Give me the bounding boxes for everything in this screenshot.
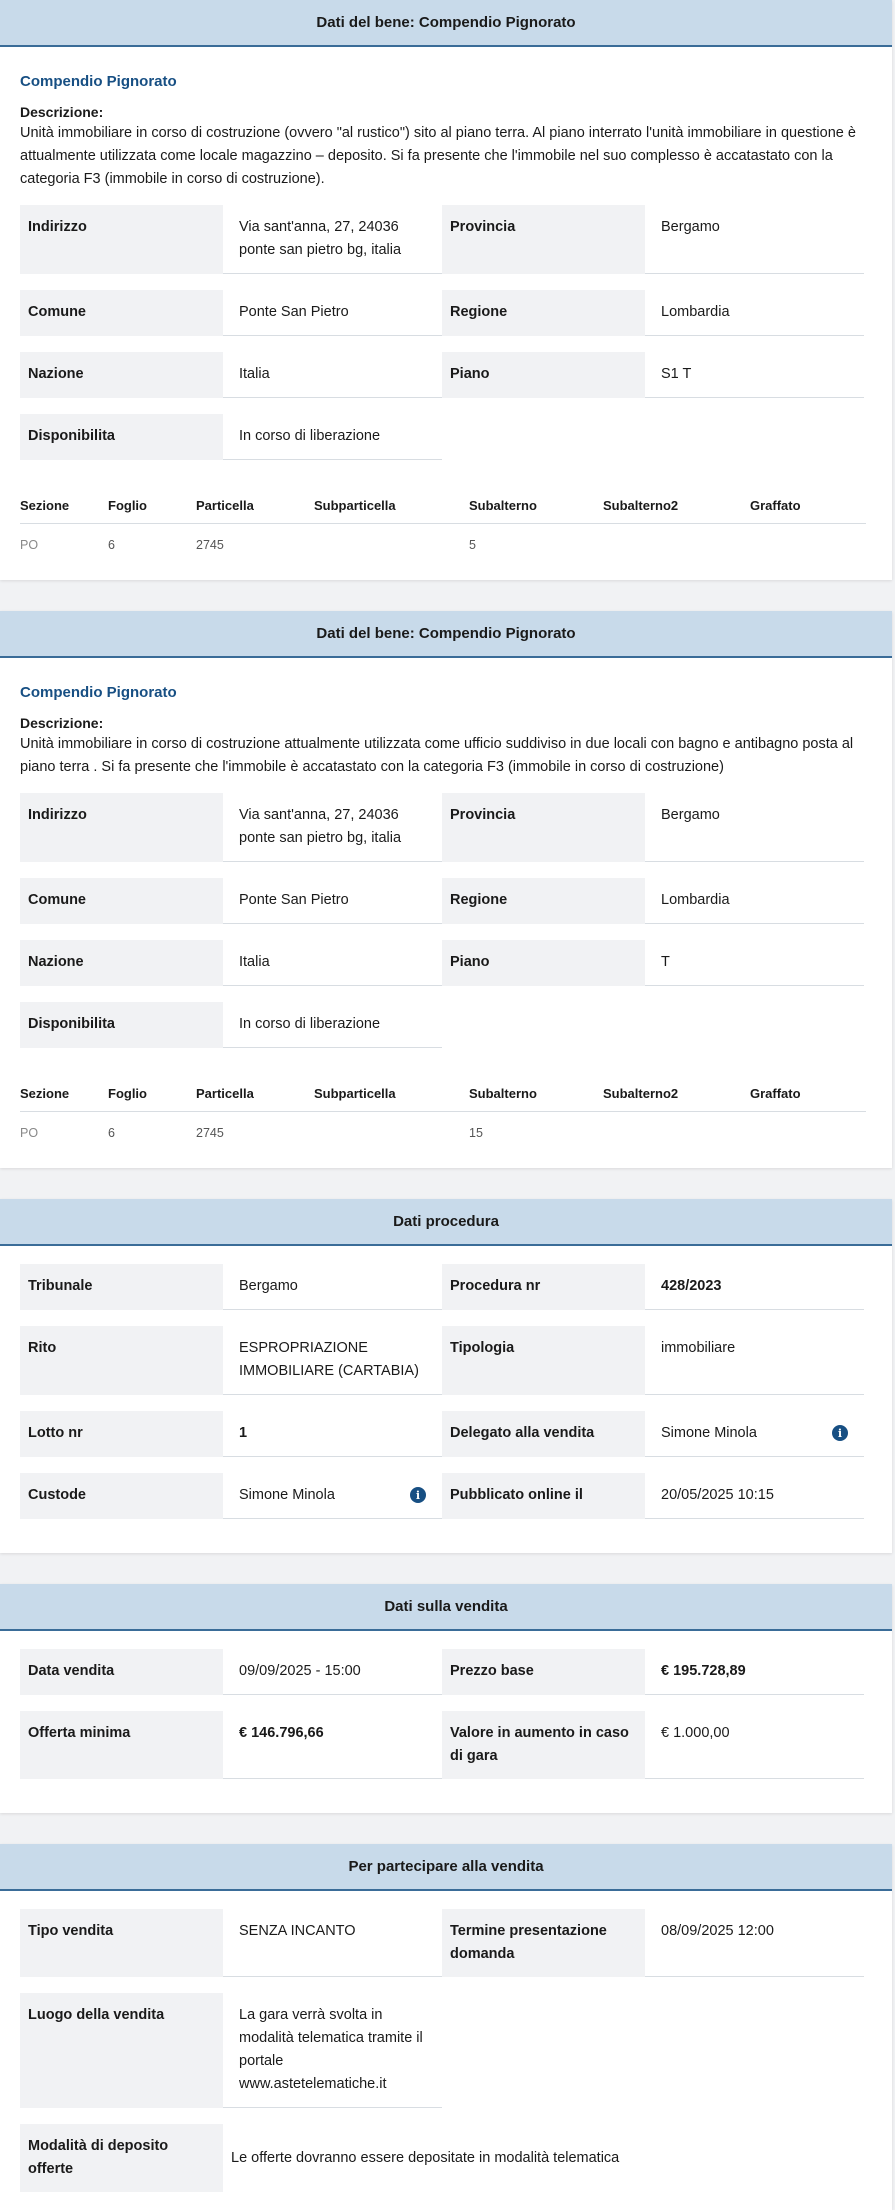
col-subalterno2: Subalterno2 xyxy=(603,1076,750,1112)
info-icon[interactable]: i xyxy=(410,1487,426,1503)
cell-sezione: PO xyxy=(20,1126,39,1140)
cell-particella: 2745 xyxy=(196,1126,224,1140)
procedura-nr-label: Procedura nr xyxy=(442,1264,645,1310)
bene-title: Compendio Pignorato xyxy=(20,684,177,701)
catasto-header-row xyxy=(20,1076,866,1112)
deposito-row xyxy=(20,2124,866,2192)
indirizzo-value: Via sant'anna, 27, 24036 ponte san pietro bg, italia xyxy=(223,205,442,274)
col-particella: Particella xyxy=(196,1076,314,1112)
cell-foglio: 6 xyxy=(108,1126,115,1140)
lotto-label: Lotto nr xyxy=(20,1411,223,1457)
partecipare-card xyxy=(0,1844,892,2210)
cell-subalterno2 xyxy=(603,524,750,563)
table-row xyxy=(20,1112,866,1151)
delegato-label: Delegato alla vendita xyxy=(442,1411,645,1457)
offerta-minima-value: € 146.796,66 xyxy=(223,1711,442,1779)
cell-foglio: 6 xyxy=(108,538,115,552)
cell-particella: 2745 xyxy=(196,538,224,552)
comune-value: Ponte San Pietro xyxy=(223,878,442,924)
cell-graffato xyxy=(750,1112,866,1151)
procedura-card xyxy=(0,1199,892,1553)
piano-value: S1 T xyxy=(645,352,864,398)
disponibilita-value: In corso di liberazione xyxy=(223,1002,442,1048)
disponibilita-label: Disponibilita xyxy=(20,1002,223,1048)
col-subalterno2: Subalterno2 xyxy=(603,488,750,524)
description-label: Descrizione: xyxy=(20,104,104,120)
catasto-header-row xyxy=(20,488,866,524)
catasto-table xyxy=(20,488,866,562)
tribunale-label: Tribunale xyxy=(20,1264,223,1310)
regione-label: Regione xyxy=(442,290,645,336)
pubblicato-value: 20/05/2025 10:15 xyxy=(645,1473,864,1519)
rito-label: Rito xyxy=(20,1326,223,1395)
nazione-value: Italia xyxy=(223,352,442,398)
delegato-value: Simone Minola xyxy=(661,1425,757,1441)
procedura-nr-value: 428/2023 xyxy=(645,1264,864,1310)
comune-label: Comune xyxy=(20,878,223,924)
termine-label: Termine presentazione domanda xyxy=(442,1909,645,1977)
indirizzo-value: Via sant'anna, 27, 24036 ponte san pietro bg, italia xyxy=(223,793,442,862)
tribunale-value: Bergamo xyxy=(223,1264,442,1310)
lotto-value: 1 xyxy=(223,1411,442,1457)
cell-graffato xyxy=(750,524,866,563)
regione-label: Regione xyxy=(442,878,645,924)
data-vendita-label: Data vendita xyxy=(20,1649,223,1695)
cell-subalterno: 15 xyxy=(469,1126,483,1140)
vendita-card xyxy=(0,1584,892,1813)
bene-details-grid xyxy=(20,205,866,476)
pubblicato-label: Pubblicato online il xyxy=(442,1473,645,1519)
provincia-label: Provincia xyxy=(442,793,645,862)
deposito-value: Le offerte dovranno essere depositate in modalità telematica xyxy=(223,2124,866,2192)
offerta-minima-label: Offerta minima xyxy=(20,1711,223,1779)
luogo-value: La gara verrà svolta in modalità telematica tramite il portale www.astetelematiche.it xyxy=(223,1993,442,2108)
procedura-grid xyxy=(20,1264,866,1535)
col-subalterno: Subalterno xyxy=(469,1076,603,1112)
col-particella: Particella xyxy=(196,488,314,524)
bene-card-1 xyxy=(0,0,892,580)
vendita-grid xyxy=(20,1649,866,1795)
provincia-value: Bergamo xyxy=(645,793,864,862)
cell-subalterno: 5 xyxy=(469,538,476,552)
luogo-label: Luogo della vendita xyxy=(20,1993,223,2108)
valore-aumento-label: Valore in aumento in caso di gara xyxy=(442,1711,645,1779)
prezzo-base-label: Prezzo base xyxy=(442,1649,645,1695)
tipologia-value: immobiliare xyxy=(645,1326,864,1395)
bene-card-header: Dati del bene: Compendio Pignorato xyxy=(0,0,892,47)
partecipare-card-header: Per partecipare alla vendita xyxy=(0,1844,892,1891)
termine-value: 08/09/2025 12:00 xyxy=(645,1909,864,1977)
vendita-card-header: Dati sulla vendita xyxy=(0,1584,892,1631)
cell-subparticella xyxy=(314,1112,469,1151)
comune-value: Ponte San Pietro xyxy=(223,290,442,336)
nazione-label: Nazione xyxy=(20,940,223,986)
bene-card-2 xyxy=(0,611,892,1168)
custode-cell xyxy=(223,1473,442,1519)
nazione-label: Nazione xyxy=(20,352,223,398)
description-text: Unità immobiliare in corso di costruzione attualmente utilizzata come ufficio suddiviso in due locali con bagno e antibagno posta al piano terra . Si fa presente che l'immobile è accatastato con la categoria F3 (immobile in corso di costruzione) xyxy=(20,736,854,775)
col-subparticella: Subparticella xyxy=(314,1076,469,1112)
piano-label: Piano xyxy=(442,352,645,398)
provincia-label: Provincia xyxy=(442,205,645,274)
partecipare-grid xyxy=(20,1909,866,2124)
cell-subparticella xyxy=(314,524,469,563)
bene-card-header: Dati del bene: Compendio Pignorato xyxy=(0,611,892,658)
deposito-label: Modalità di deposito offerte xyxy=(20,2124,223,2192)
description-text: Unità immobiliare in corso di costruzione (ovvero "al rustico") sito al piano terra. Al piano interrato l'unità immobiliare in questione è attualmente utilizzata come locale magazzino – deposito. Si fa presente che l'immobile nel suo complesso è accatastato con la categoria F3 (immobile in corso di costruzione). xyxy=(20,125,856,187)
description-label: Descrizione: xyxy=(20,715,104,731)
col-foglio: Foglio xyxy=(108,1076,196,1112)
prezzo-base-value: € 195.728,89 xyxy=(645,1649,864,1695)
data-vendita-value: 09/09/2025 - 15:00 xyxy=(223,1649,442,1695)
provincia-value: Bergamo xyxy=(645,205,864,274)
cell-sezione: PO xyxy=(20,538,39,552)
bene-title: Compendio Pignorato xyxy=(20,73,177,90)
col-subalterno: Subalterno xyxy=(469,488,603,524)
cell-subalterno2 xyxy=(603,1112,750,1151)
piano-value: T xyxy=(645,940,864,986)
col-sezione: Sezione xyxy=(20,1076,108,1112)
valore-aumento-value: € 1.000,00 xyxy=(645,1711,864,1779)
nazione-value: Italia xyxy=(223,940,442,986)
custode-value: Simone Minola xyxy=(239,1487,335,1503)
piano-label: Piano xyxy=(442,940,645,986)
col-sezione: Sezione xyxy=(20,488,108,524)
custode-label: Custode xyxy=(20,1473,223,1519)
table-row xyxy=(20,524,866,563)
procedura-card-header: Dati procedura xyxy=(0,1199,892,1246)
col-graffato: Graffato xyxy=(750,1076,866,1112)
col-subparticella: Subparticella xyxy=(314,488,469,524)
col-foglio: Foglio xyxy=(108,488,196,524)
tipo-vendita-label: Tipo vendita xyxy=(20,1909,223,1977)
comune-label: Comune xyxy=(20,290,223,336)
regione-value: Lombardia xyxy=(645,290,864,336)
disponibilita-label: Disponibilita xyxy=(20,414,223,460)
indirizzo-label: Indirizzo xyxy=(20,205,223,274)
rito-value: ESPROPRIAZIONE IMMOBILIARE (CARTABIA) xyxy=(223,1326,442,1395)
info-icon[interactable]: i xyxy=(832,1425,848,1441)
delegato-cell xyxy=(645,1411,864,1457)
regione-value: Lombardia xyxy=(645,878,864,924)
disponibilita-value: In corso di liberazione xyxy=(223,414,442,460)
col-graffato: Graffato xyxy=(750,488,866,524)
catasto-table xyxy=(20,1076,866,1150)
tipo-vendita-value: SENZA INCANTO xyxy=(223,1909,442,1977)
indirizzo-label: Indirizzo xyxy=(20,793,223,862)
tipologia-label: Tipologia xyxy=(442,1326,645,1395)
bene-details-grid xyxy=(20,793,866,1064)
